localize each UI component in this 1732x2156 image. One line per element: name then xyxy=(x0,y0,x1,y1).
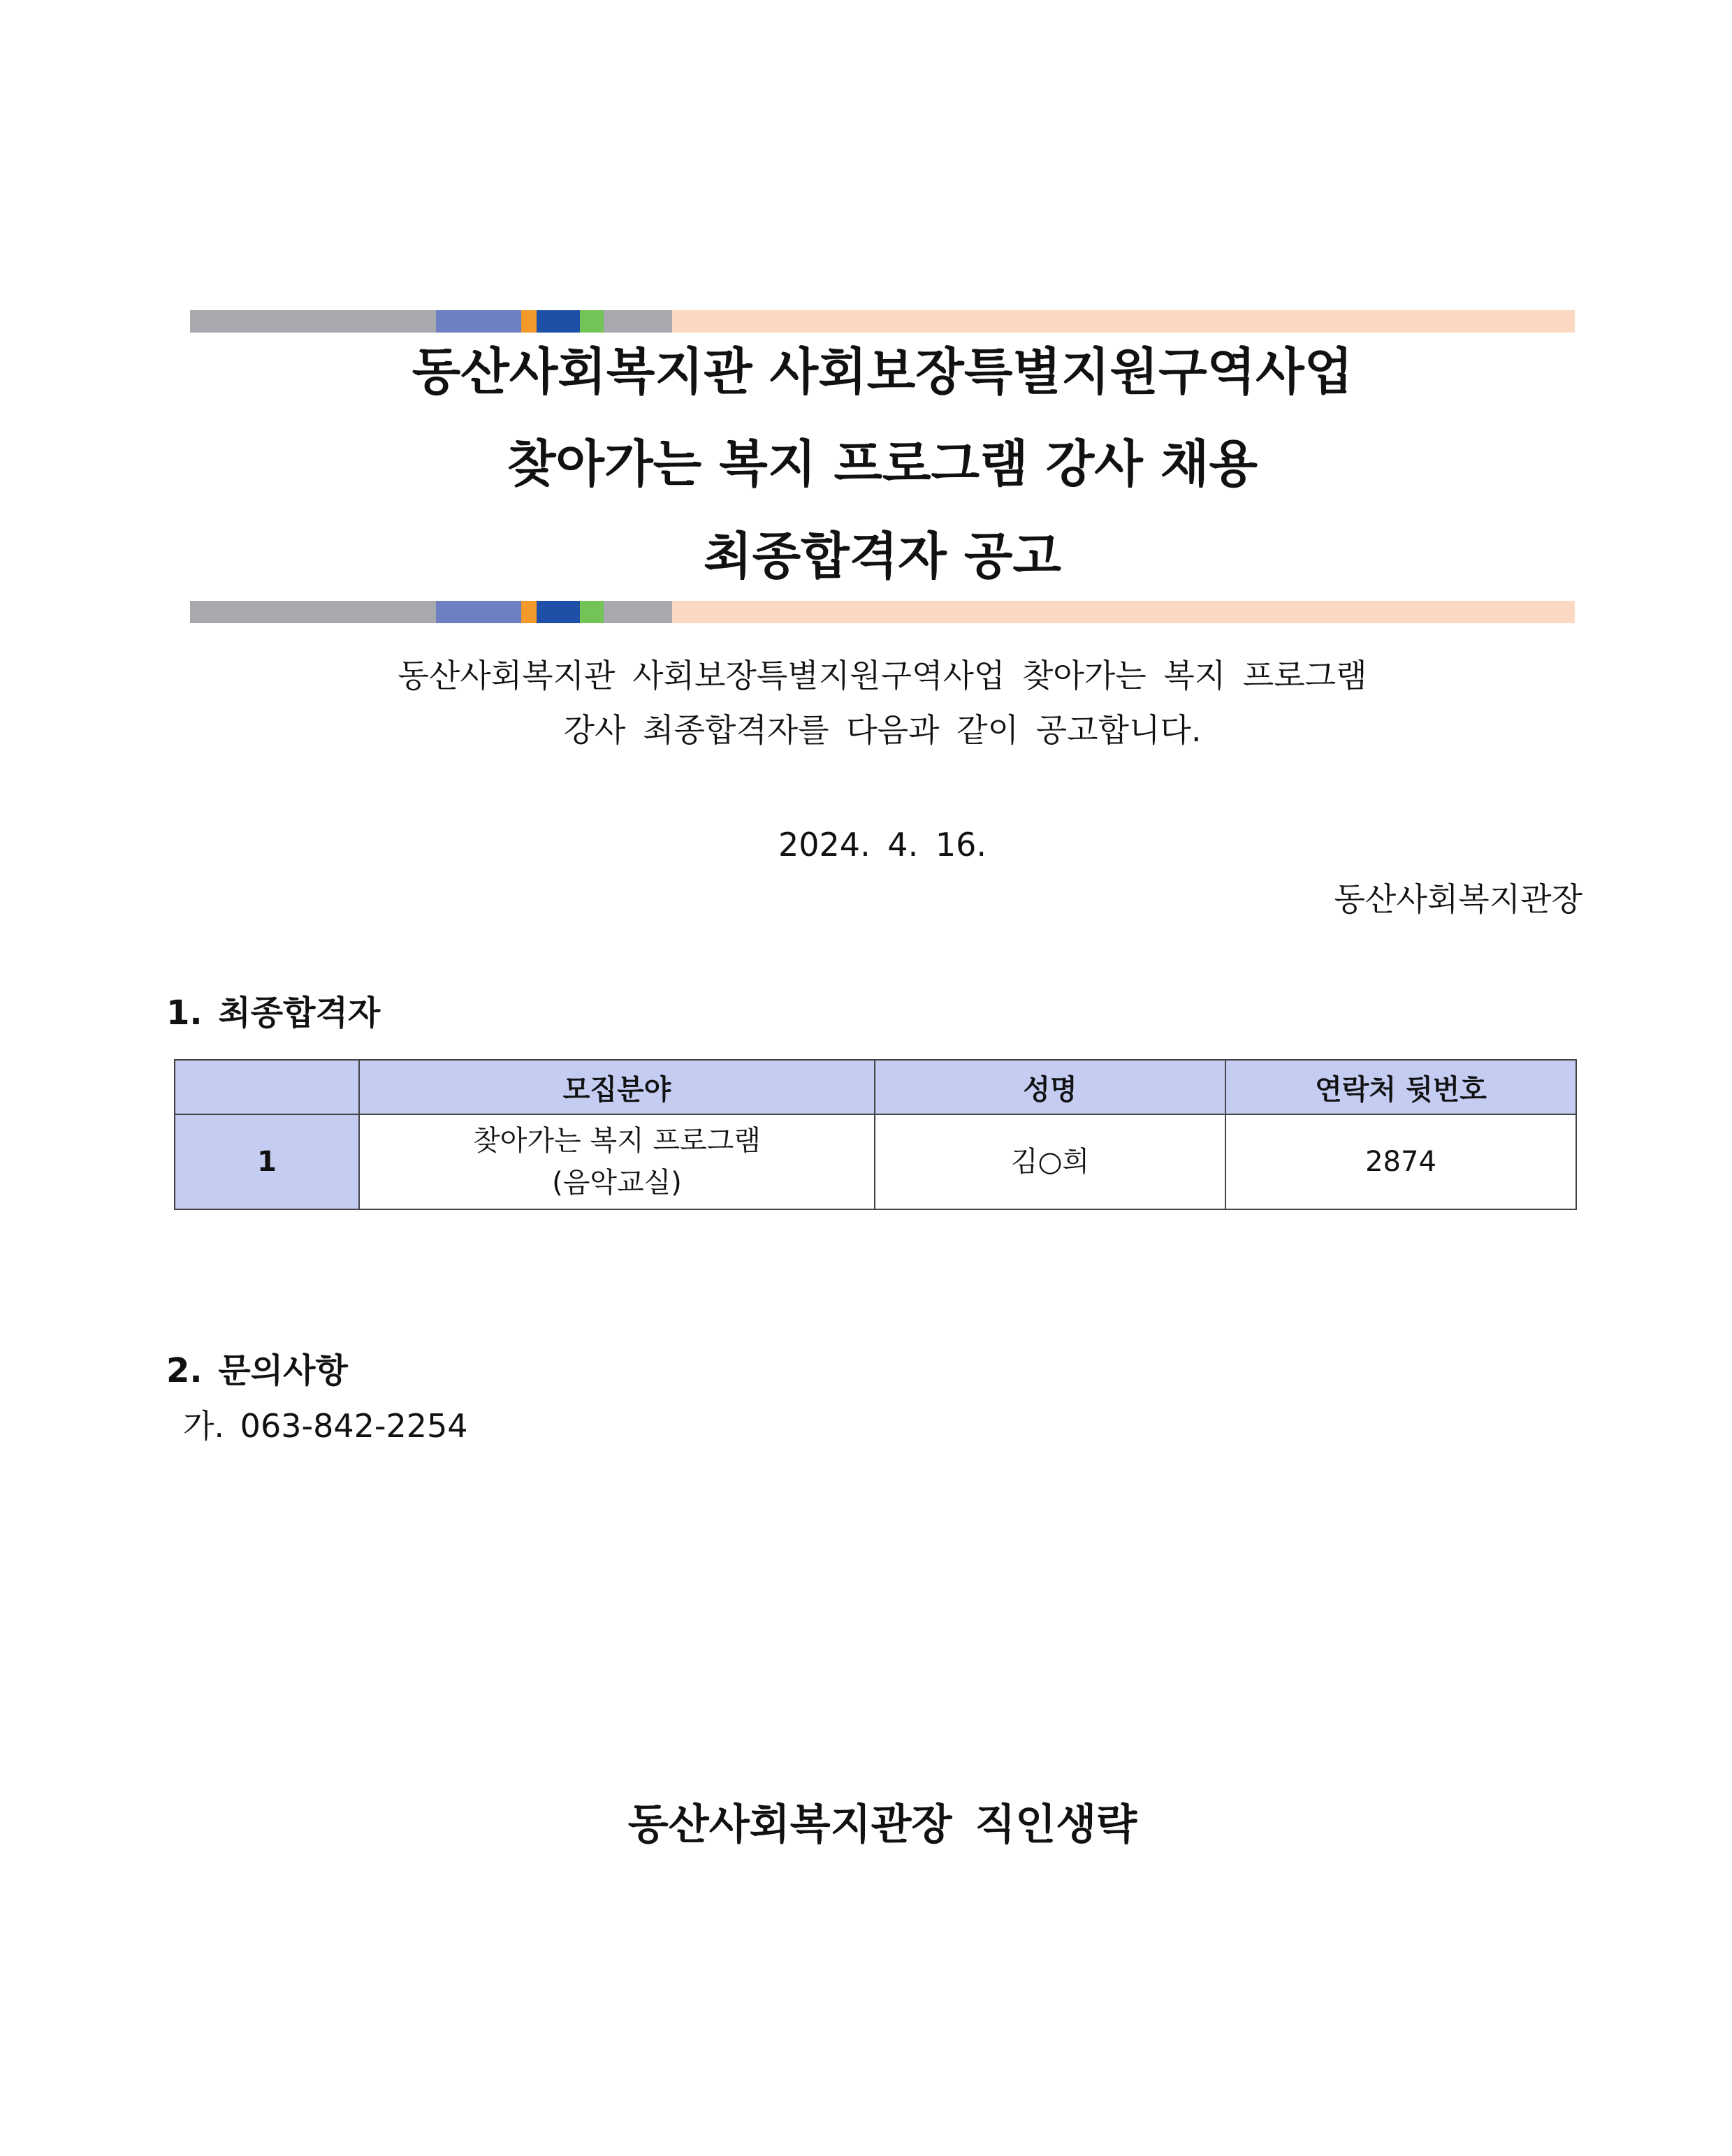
band-segment-green xyxy=(580,601,604,623)
cell-name: 김○희 xyxy=(875,1114,1225,1209)
cell-phone-tail: 2874 xyxy=(1225,1114,1576,1209)
band-segment-blue xyxy=(537,601,580,623)
top-decorative-band xyxy=(190,310,1575,333)
band-segment-orange xyxy=(521,310,537,333)
header-cell-field: 모집분야 xyxy=(359,1060,875,1114)
header-cell-number xyxy=(175,1060,359,1114)
cell-field-line-1: 찾아가는 복지 프로그램 xyxy=(473,1125,761,1157)
section-1-heading: 1. 최종합격자 xyxy=(166,993,381,1033)
section-2-heading: 2. 문의사항 xyxy=(166,1351,348,1390)
issuer-name: 동산사회복지관장 xyxy=(1334,880,1582,918)
band-segment-gray xyxy=(604,601,672,623)
header-cell-name: 성명 xyxy=(875,1060,1225,1114)
band-segment-gray xyxy=(604,310,672,333)
header-cell-phone: 연락처 뒷번호 xyxy=(1225,1060,1576,1114)
cell-number: 1 xyxy=(175,1114,359,1209)
table-row xyxy=(175,1114,1576,1209)
signature-line: 동산사회복지관장 직인생략 xyxy=(627,1800,1137,1849)
cell-field-line-2: (음악교실) xyxy=(552,1167,682,1199)
announcement-date: 2024. 4. 16. xyxy=(778,826,987,864)
band-segment-peach xyxy=(672,310,1575,333)
table-header-row xyxy=(175,1060,1576,1114)
intro-line-1: 동산사회복지관 사회보장특별지원구역사업 찾아가는 복지 프로그램 xyxy=(398,657,1367,694)
title-line-1: 동산사회복지관 사회보장특별지원구역사업 xyxy=(412,342,1353,401)
band-segment-purple xyxy=(436,601,521,623)
contact-phone: 가. 063-842-2254 xyxy=(183,1407,468,1445)
band-segment-gray xyxy=(190,310,436,333)
band-segment-green xyxy=(580,310,604,333)
band-segment-orange xyxy=(521,601,537,623)
intro-line-2: 강사 최종합격자를 다음과 같이 공고합니다. xyxy=(563,711,1202,749)
band-segment-purple xyxy=(436,310,521,333)
title-line-3: 최종합격자 공고 xyxy=(704,527,1061,585)
bottom-decorative-band xyxy=(190,601,1575,623)
final-result-table xyxy=(174,1059,1577,1210)
band-segment-peach xyxy=(672,601,1575,623)
cell-field xyxy=(359,1114,875,1209)
title-line-2: 찾아가는 복지 프로그램 강사 채용 xyxy=(507,435,1258,493)
band-segment-gray xyxy=(190,601,436,623)
band-segment-blue xyxy=(537,310,580,333)
